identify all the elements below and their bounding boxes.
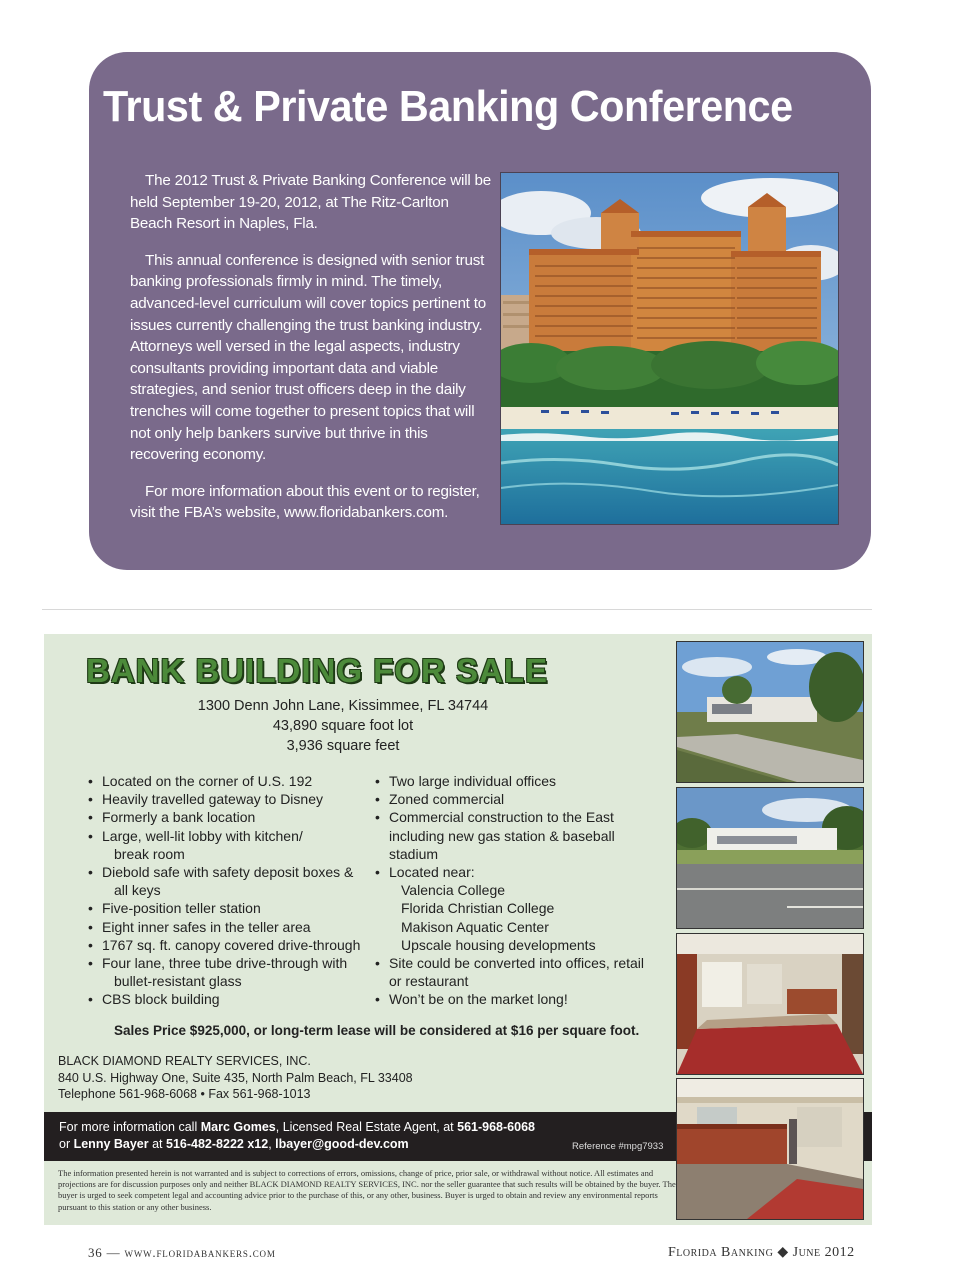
- building-road-photo: [676, 787, 864, 929]
- issue-date: June 2012: [792, 1245, 855, 1260]
- resort-photo-graphic: [501, 173, 838, 524]
- feature-item: • Five-position teller station: [86, 899, 366, 917]
- footer-dash: —: [106, 1245, 121, 1260]
- building-exterior-photo: [676, 641, 864, 783]
- contact-email: lbayer@good-dev.com: [275, 1136, 409, 1151]
- publication-name: Florida Banking: [668, 1245, 774, 1260]
- resort-photo: [500, 172, 839, 525]
- property-address-block: [154, 696, 532, 756]
- photo-graphic: [677, 788, 863, 928]
- contact-line-1: For more information call Marc Gomes, Licensed Real Estate Agent, at 561-968-6068: [59, 1120, 535, 1134]
- feature-item: • Diebold safe with safety deposit boxes & all keys: [86, 863, 366, 899]
- feature-item: • Located near: Valencia College Florida Christian College Makison Aquatic Center Upscale housing developments: [373, 863, 655, 954]
- realty-agency-info: [58, 1053, 413, 1103]
- agency-phone: Telephone 561-968-6068 • Fax 561-968-1013: [58, 1087, 311, 1102]
- feature-item: • Four lane, three tube drive-through with bullet-resistant glass: [86, 954, 366, 990]
- lobby-interior-photo: [676, 933, 864, 1075]
- photo-graphic: [677, 642, 863, 782]
- bank-building-ad: [44, 634, 872, 1225]
- contact-info: [59, 1119, 535, 1152]
- feature-item: • Large, well-lit lobby with kitchen/ break room: [86, 827, 366, 863]
- footer-website: www.floridabankers.com: [124, 1245, 276, 1260]
- conference-paragraph: The 2012 Trust & Private Banking Conference will be held September 19-20, 2012, at The Ritz-Carlton Beach Resort in Naples, Fla.: [130, 172, 492, 233]
- photo-graphic: [677, 1079, 863, 1219]
- reference-number: Reference #mpg7933: [572, 1141, 664, 1152]
- conference-text: [130, 170, 492, 539]
- feature-list-right: [373, 772, 655, 1009]
- feature-item: • Located on the corner of U.S. 192: [86, 772, 366, 790]
- ad-title: BANK BUILDING FOR SALE: [86, 652, 548, 689]
- photo-graphic: [677, 934, 863, 1074]
- feature-item: • Commercial construction to the East including new gas station & baseball stadium: [373, 808, 655, 863]
- agency-address: 840 U.S. Highway One, Suite 435, North Palm Beach, FL 33408: [58, 1070, 413, 1085]
- diamond-icon: ◆: [777, 1245, 789, 1260]
- conference-box: [89, 52, 871, 570]
- disclaimer: The information presented herein is not warranted and is subject to corrections of errors, omissions, change of price, prior sale, or withdrawal without notice. All estimates and projections are for discussion purposes only and neither BLACK DIAMOND REALTY SERVICES, INC. nor the seller guarantee that such results will be obtained by the buyer. The buyer is urged to seek competent legal and accounting advice prior to the purchase of this, or any other, business. Buyer is urged to obtain and review any environmental reports pursuant to this station or any other business.: [58, 1168, 676, 1212]
- property-lot-size: 43,890 square foot lot: [272, 718, 414, 734]
- footer-publication: [668, 1244, 855, 1261]
- section-divider: [42, 609, 872, 610]
- feature-item: • 1767 sq. ft. canopy covered drive-through: [86, 936, 366, 954]
- feature-item: • Zoned commercial: [373, 790, 655, 808]
- feature-item: • Won’t be on the market long!: [373, 990, 655, 1008]
- footer-page-info: [88, 1245, 276, 1261]
- feature-item: • Eight inner safes in the teller area: [86, 918, 366, 936]
- feature-list-left: [86, 772, 366, 1009]
- feature-item: • Site could be converted into offices, retail or restaurant: [373, 954, 655, 990]
- teller-area-photo: [676, 1078, 864, 1220]
- property-address: 1300 Denn John Lane, Kissimmee, FL 34744: [197, 698, 489, 714]
- contact-line-2: or Lenny Bayer at 516-482-8222 x12, lbayer@good-dev.com: [59, 1136, 409, 1151]
- page-number: 36: [88, 1245, 103, 1260]
- conference-paragraph: For more information about this event or to register, visit the FBA’s website, www.floridabankers.com.: [130, 482, 480, 522]
- conference-title: Trust & Private Banking Conference: [103, 82, 793, 131]
- sales-price: Sales Price $925,000, or long-term lease will be considered at $16 per square foot.: [114, 1023, 640, 1038]
- agency-name: BLACK DIAMOND REALTY SERVICES, INC.: [58, 1054, 311, 1068]
- property-square-feet: 3,936 square feet: [286, 738, 400, 754]
- conference-paragraph: This annual conference is designed with senior trust banking professionals firmly in mind. The timely, advanced-level curriculum will cover topics pertinent to issues currently challenging the trust banking industry. Attorneys well versed in the legal aspects, industry consultants providing important data and viable strategies, and senior trust officers deep in the daily trenches will come together to present topics that will not only help bankers survive but thrive in this recovering economy.: [130, 251, 486, 464]
- feature-item: • Two large individual offices: [373, 772, 655, 790]
- feature-item: • Formerly a bank location: [86, 808, 366, 826]
- feature-item: • CBS block building: [86, 990, 366, 1008]
- feature-item: • Heavily travelled gateway to Disney: [86, 790, 366, 808]
